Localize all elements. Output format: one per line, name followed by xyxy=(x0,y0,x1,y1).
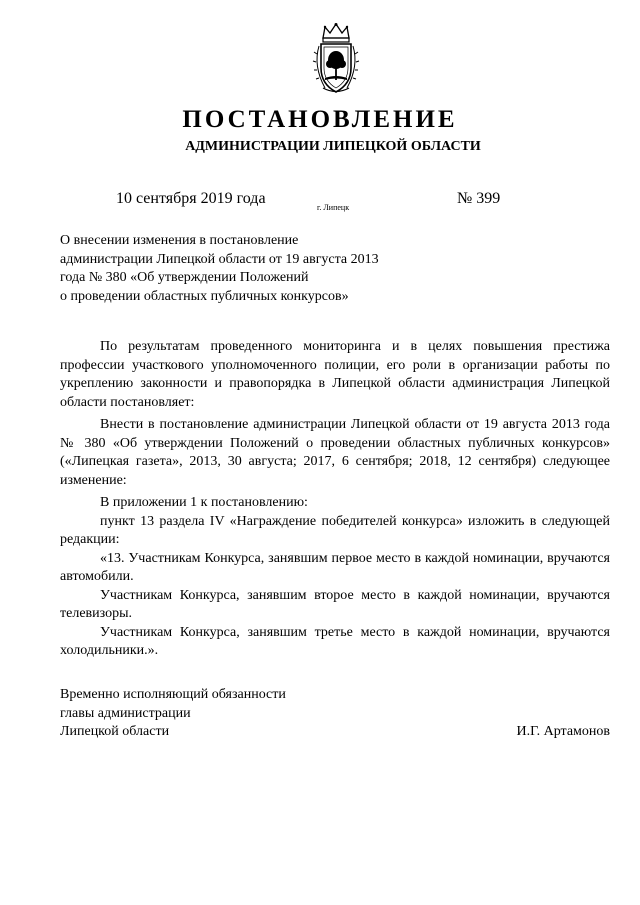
signer-position-line: главы администрации xyxy=(60,705,191,721)
body-paragraph: Участникам Конкурса, занявшим второе место в каждой номинации, вручаются телевизоры. xyxy=(60,587,610,621)
signature-block xyxy=(60,686,610,742)
document-number: № 399 xyxy=(457,190,501,207)
body-paragraph: Участникам Конкурса, занявшим третье место в каждой номинации, вручаются холодильники.». xyxy=(60,624,610,658)
subject-line: года № 380 «Об утверждении Положений xyxy=(60,270,309,285)
document-subject xyxy=(60,232,420,306)
signer-position-line: Временно исполняющий обязанности xyxy=(60,687,286,702)
document-body xyxy=(60,338,610,665)
subject-line: о проведении областных публичных конкурсов» xyxy=(60,288,349,304)
subject-line: администрации Липецкой области от 19 августа 2013 xyxy=(60,251,379,267)
body-paragraph: пункт 13 раздела IV «Награждение победителей конкурса» изложить в следующей редакции: xyxy=(60,513,610,547)
coat-of-arms-icon xyxy=(311,22,361,96)
signer-name: И.Г. Артамонов xyxy=(516,724,610,739)
document-city: г. Липецк xyxy=(317,203,350,212)
document-date: 10 сентября 2019 года xyxy=(116,190,266,207)
signer-position-line: Липецкой области xyxy=(60,724,170,739)
body-paragraph: В приложении 1 к постановлению: xyxy=(100,495,308,510)
subject-line: О внесении изменения в постановление xyxy=(60,233,299,248)
document-subtitle: АДМИНИСТРАЦИИ ЛИПЕЦКОЙ ОБЛАСТИ xyxy=(185,139,481,154)
document-title: ПОСТАНОВЛЕНИЕ xyxy=(182,106,458,133)
body-paragraph: По результатам проведенного мониторинга и в целях повышения престижа профессии участкового уполномоченного полиции, его роли в организации работы по укреплению законности и правопорядка в Липецкой области администрация Липецкой области постановляет: xyxy=(60,339,610,410)
body-paragraph: Внести в постановление администрации Липецкой области от 19 августа 2013 года № 380 «Об утверждении Положений о проведении областных публичных конкурсов» («Липецкая газета», 2013, 30 августа; 2017, 6 сентября; 2018, 12 сентября) следующее изменение: xyxy=(60,417,610,488)
body-paragraph: «13. Участникам Конкурса, занявшим первое место в каждой номинации, вручаются автомобили. xyxy=(60,550,610,584)
